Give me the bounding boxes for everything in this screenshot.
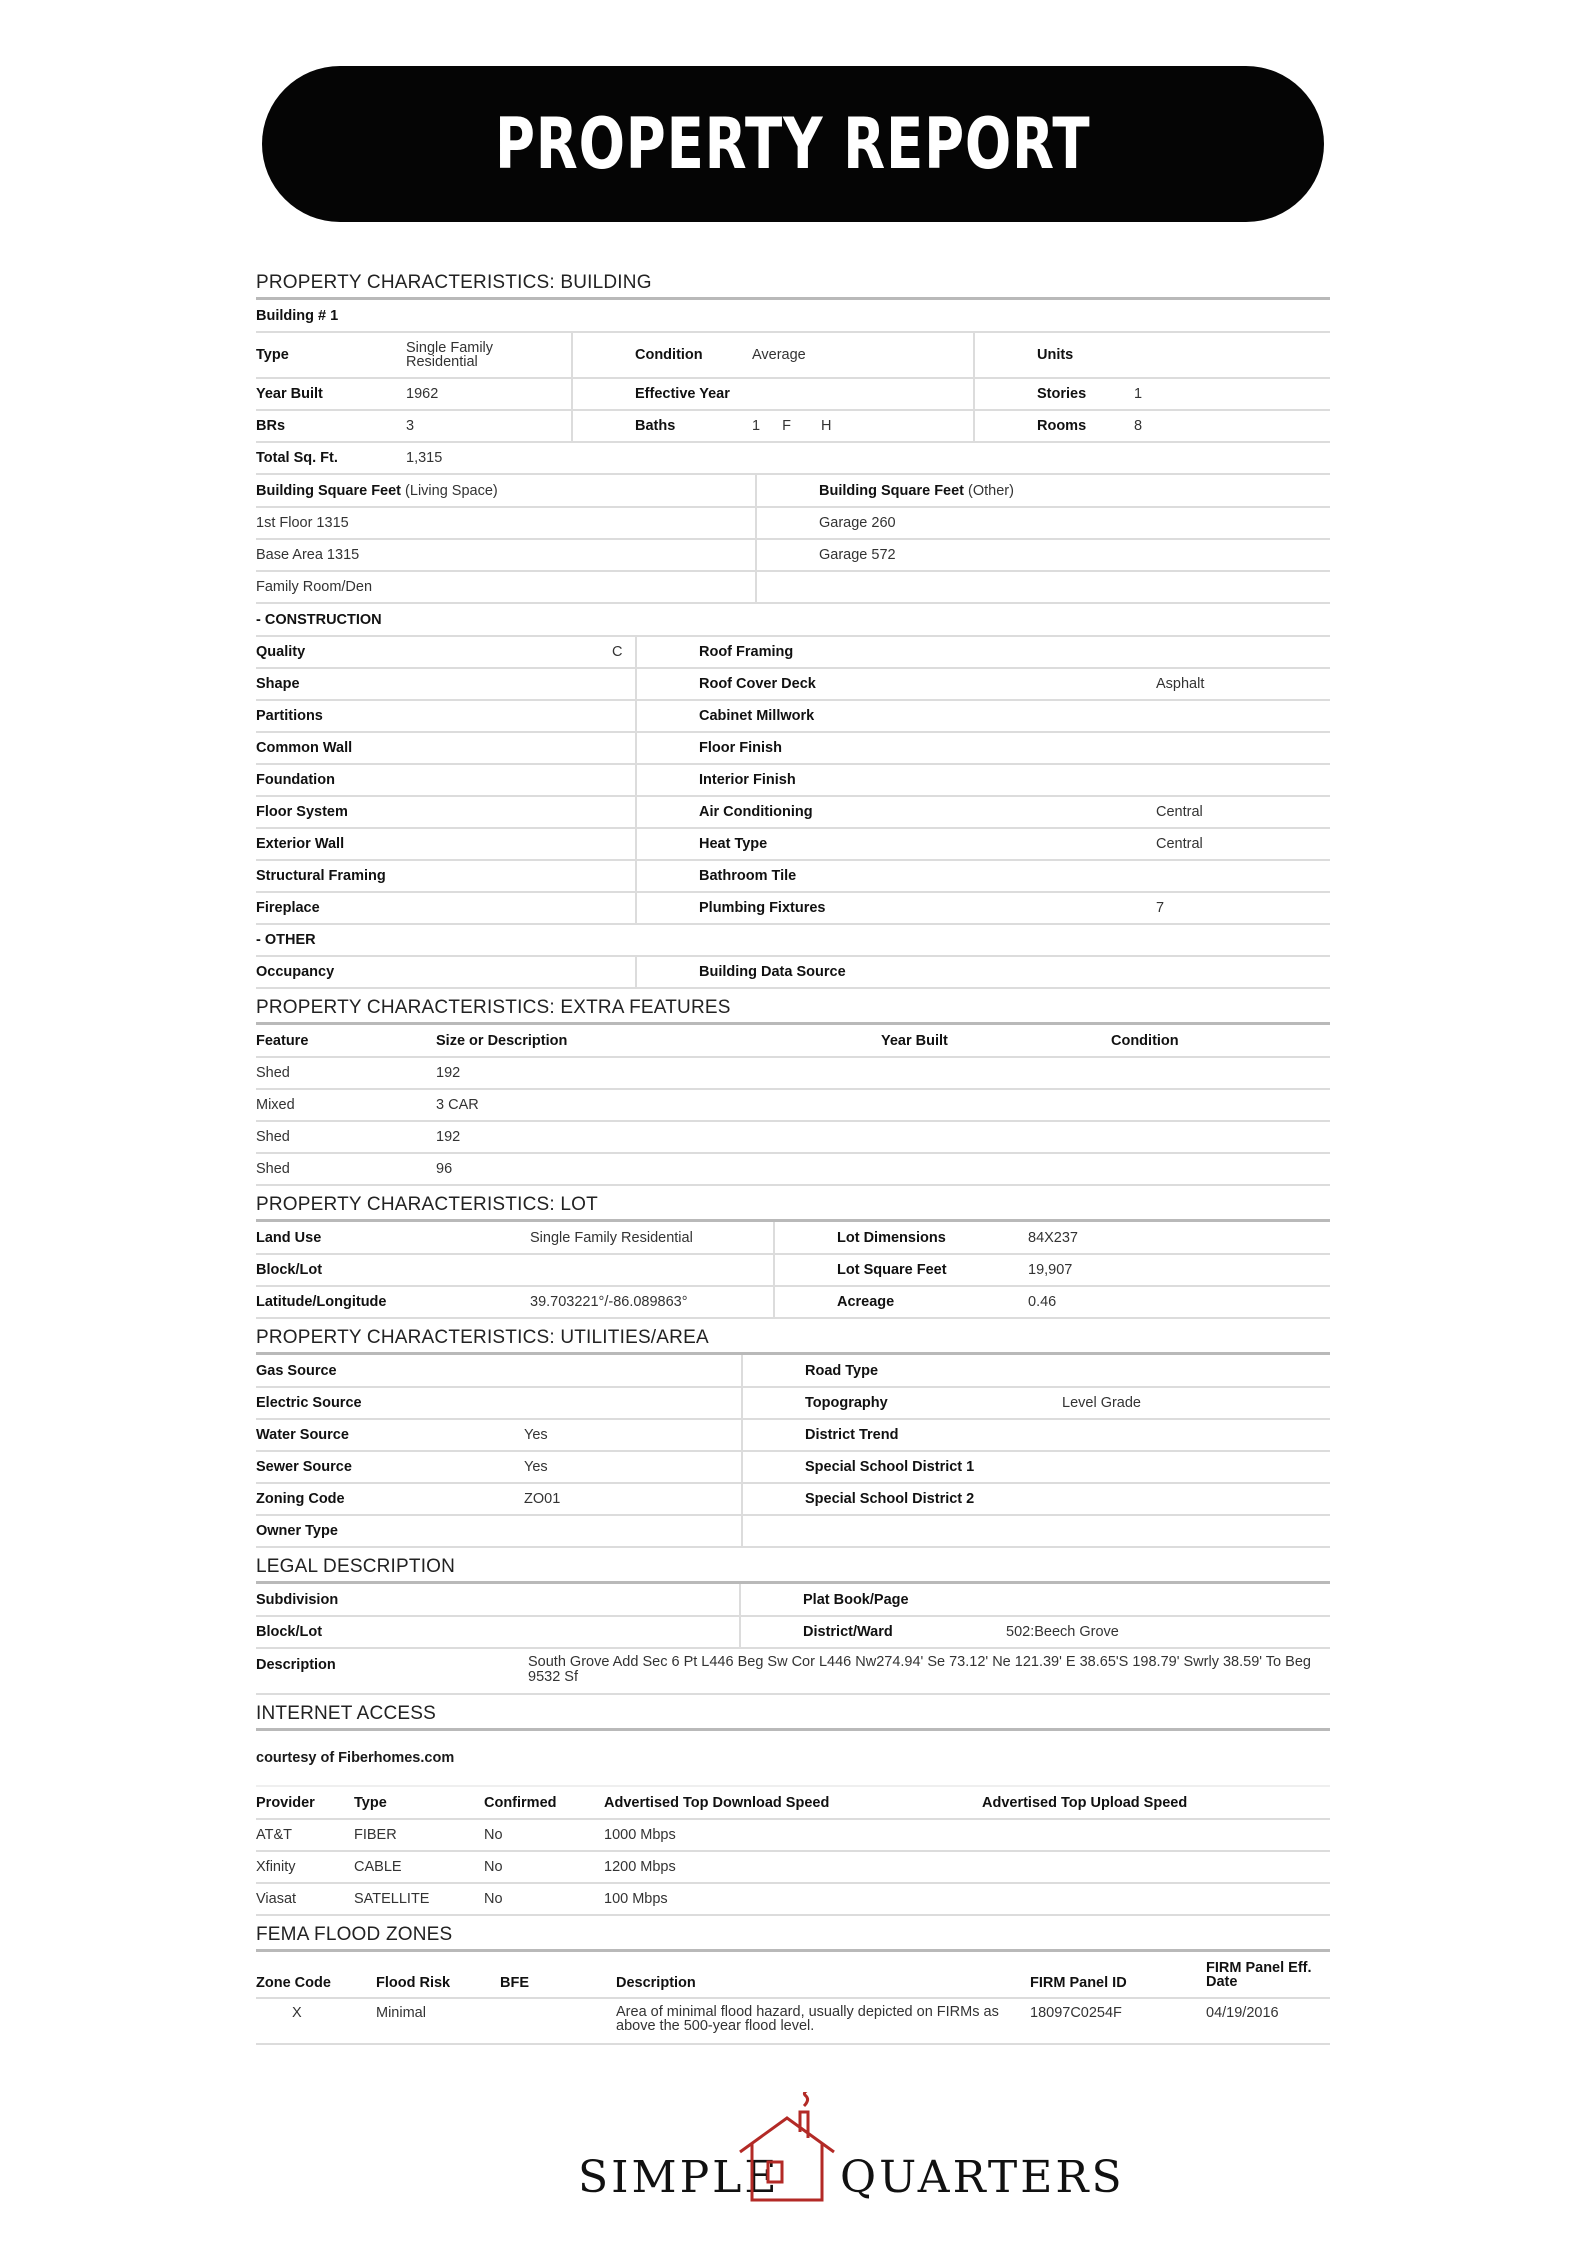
utilities-value xyxy=(524,1387,742,1419)
construction-value xyxy=(612,828,636,860)
stories-value: 1 xyxy=(1134,378,1330,410)
construction-value xyxy=(612,796,636,828)
construction-table xyxy=(256,604,1330,989)
occupancy-label: Occupancy xyxy=(256,956,612,988)
utilities-value: ZO01 xyxy=(524,1483,742,1515)
type-value: Single Family xyxy=(406,340,494,356)
fema-section-title: FEMA FLOOD ZONES xyxy=(256,1922,1330,1952)
year-built-value: 1962 xyxy=(406,378,572,410)
units-label: Units xyxy=(974,332,1134,378)
construction-label: Cabinet Millwork xyxy=(636,700,1076,732)
construction-value xyxy=(1076,764,1330,796)
construction-label: Common Wall xyxy=(256,732,612,764)
baths-value: 1 xyxy=(752,418,761,434)
effective-year-value xyxy=(752,378,974,410)
construction-value xyxy=(612,764,636,796)
construction-value xyxy=(1076,732,1330,764)
lot-label: Lot Square Feet xyxy=(774,1254,1028,1286)
utilities-label: Topography xyxy=(742,1387,1010,1419)
internet-cell: FIBER xyxy=(354,1819,484,1851)
logo-text-left: SIMPLE xyxy=(578,2152,780,2203)
subdivision-value xyxy=(528,1584,740,1616)
construction-label: Floor System xyxy=(256,796,612,828)
utilities-value xyxy=(1010,1451,1330,1483)
utilities-label: Road Type xyxy=(742,1355,1010,1387)
extra-col-header: Condition xyxy=(1111,1025,1330,1057)
utilities-row xyxy=(256,1483,1330,1515)
construction-title: - CONSTRUCTION xyxy=(256,604,1330,636)
other-item: Garage 572 xyxy=(756,539,1330,571)
extra-feature-cell: Shed xyxy=(256,1121,436,1153)
district-value: 502:Beech Grove xyxy=(1006,1616,1330,1648)
living-item: Base Area 1315 xyxy=(256,539,756,571)
construction-label: Interior Finish xyxy=(636,764,1076,796)
total-sqft-label: Total Sq. Ft. xyxy=(256,442,406,474)
lot-value: 19,907 xyxy=(1028,1254,1330,1286)
utilities-row xyxy=(256,1355,1330,1387)
plat-value xyxy=(1006,1584,1330,1616)
living-item: Family Room/Den xyxy=(256,571,756,603)
fema-panel-id: 18097C0254F xyxy=(1030,1998,1206,2044)
utilities-label: Special School District 2 xyxy=(742,1483,1010,1515)
internet-col-header: Advertised Top Download Speed xyxy=(604,1787,982,1819)
fema-flood-risk: Minimal xyxy=(376,1998,500,2044)
construction-value xyxy=(612,892,636,924)
utilities-value xyxy=(1010,1355,1330,1387)
internet-cell: 1200 Mbps xyxy=(604,1851,982,1883)
construction-value: Central xyxy=(1076,796,1330,828)
baths-half-marker: H xyxy=(821,418,832,434)
legal-blocklot-label: Block/Lot xyxy=(256,1616,528,1648)
description-value: South Grove Add Sec 6 Pt L446 Beg Sw Cor L446 Nw274.94' Se 73.12' Ne 121.39' E 38.65'S 198.79' Swrly 38.59' To Beg 9532 Sf xyxy=(528,1648,1330,1694)
internet-cell xyxy=(982,1851,1330,1883)
lot-value: 0.46 xyxy=(1028,1286,1330,1318)
plat-label: Plat Book/Page xyxy=(740,1584,1006,1616)
lot-table xyxy=(256,1222,1330,1319)
type-label: Type xyxy=(256,332,406,378)
construction-row xyxy=(256,860,1330,892)
internet-table xyxy=(256,1787,1330,1916)
internet-section-title: INTERNET ACCESS xyxy=(256,1701,1330,1731)
other-item: Garage 260 xyxy=(756,507,1330,539)
construction-value xyxy=(1076,700,1330,732)
lot-label: Block/Lot xyxy=(256,1254,530,1286)
living-space-sub: (Living Space) xyxy=(405,482,498,499)
extra-feature-cell: Shed xyxy=(256,1153,436,1185)
utilities-row xyxy=(256,1387,1330,1419)
utilities-label: Electric Source xyxy=(256,1387,524,1419)
fema-col-header: Flood Risk xyxy=(376,1952,500,1998)
occupancy-value xyxy=(612,956,636,988)
internet-col-header: Confirmed xyxy=(484,1787,604,1819)
fema-table xyxy=(256,1952,1330,2045)
construction-label: Plumbing Fixtures xyxy=(636,892,1076,924)
construction-value: 7 xyxy=(1076,892,1330,924)
construction-label: Bathroom Tile xyxy=(636,860,1076,892)
lot-value xyxy=(530,1254,774,1286)
table-row xyxy=(256,1121,1330,1153)
fema-col-header: Description xyxy=(616,1952,1030,1998)
utilities-value: Yes xyxy=(524,1419,742,1451)
utilities-row xyxy=(256,1515,1330,1547)
extra-feature-cell xyxy=(1111,1089,1330,1121)
construction-label: Fireplace xyxy=(256,892,612,924)
total-sqft-value: 1,315 xyxy=(406,442,1330,474)
construction-value xyxy=(612,860,636,892)
stories-label: Stories xyxy=(974,378,1134,410)
legal-table xyxy=(256,1584,1330,1695)
internet-cell: Xfinity xyxy=(256,1851,354,1883)
lot-label: Acreage xyxy=(774,1286,1028,1318)
construction-label: Structural Framing xyxy=(256,860,612,892)
extra-feature-cell: Shed xyxy=(256,1057,436,1089)
table-row xyxy=(256,1089,1330,1121)
other-title: - OTHER xyxy=(256,924,1330,956)
extra-col-header: Year Built xyxy=(881,1025,1111,1057)
living-space-label: Building Square Feet xyxy=(256,482,402,499)
construction-row xyxy=(256,892,1330,924)
utilities-value xyxy=(1010,1515,1330,1547)
logo-text-right: QUARTERS xyxy=(840,2152,1125,2203)
utilities-section-title: PROPERTY CHARACTERISTICS: UTILITIES/AREA xyxy=(256,1325,1330,1355)
utilities-label: Special School District 1 xyxy=(742,1451,1010,1483)
construction-label: Heat Type xyxy=(636,828,1076,860)
table-row xyxy=(256,1883,1330,1915)
lot-value: 84X237 xyxy=(1028,1222,1330,1254)
internet-cell: CABLE xyxy=(354,1851,484,1883)
extra-feature-cell: 3 CAR xyxy=(436,1089,881,1121)
construction-value xyxy=(612,668,636,700)
utilities-value xyxy=(524,1355,742,1387)
extra-feature-cell: 192 xyxy=(436,1057,881,1089)
condition-value: Average xyxy=(752,332,974,378)
living-item: 1st Floor 1315 xyxy=(256,507,756,539)
fema-col-header: FIRM Panel Eff. xyxy=(1206,1959,1312,1976)
extra-col-header: Size or Description xyxy=(436,1025,881,1057)
utilities-value: Level Grade xyxy=(1010,1387,1330,1419)
utilities-value: Yes xyxy=(524,1451,742,1483)
fema-zone-code: X xyxy=(256,1998,376,2044)
extra-feature-cell xyxy=(881,1121,1111,1153)
construction-value xyxy=(1076,636,1330,668)
extra-features-table xyxy=(256,1025,1330,1186)
building-table xyxy=(256,300,1330,475)
utilities-label: Water Source xyxy=(256,1419,524,1451)
utilities-value xyxy=(1010,1419,1330,1451)
rooms-label: Rooms xyxy=(974,410,1134,442)
construction-label: Air Conditioning xyxy=(636,796,1076,828)
description-label: Description xyxy=(256,1648,528,1694)
condition-label: Condition xyxy=(572,332,752,378)
utilities-label: Sewer Source xyxy=(256,1451,524,1483)
extra-feature-cell xyxy=(1111,1057,1330,1089)
internet-cell: 100 Mbps xyxy=(604,1883,982,1915)
utilities-label: Zoning Code xyxy=(256,1483,524,1515)
other-space-sub: (Other) xyxy=(968,482,1014,499)
internet-col-header: Type xyxy=(354,1787,484,1819)
table-row xyxy=(256,1153,1330,1185)
construction-value: C xyxy=(612,636,636,668)
construction-label: Quality xyxy=(256,636,612,668)
utilities-row xyxy=(256,1451,1330,1483)
effective-year-label: Effective Year xyxy=(572,378,752,410)
year-built-label: Year Built xyxy=(256,378,406,410)
data-source-value xyxy=(1076,956,1330,988)
construction-label: Shape xyxy=(256,668,612,700)
district-label: District/Ward xyxy=(740,1616,1006,1648)
brs-label: BRs xyxy=(256,410,406,442)
lot-label: Land Use xyxy=(256,1222,530,1254)
internet-cell: No xyxy=(484,1851,604,1883)
construction-row xyxy=(256,828,1330,860)
fema-panel-date: 04/19/2016 xyxy=(1206,1998,1330,2044)
internet-cell xyxy=(982,1819,1330,1851)
report-body xyxy=(256,264,1330,2045)
lot-label: Lot Dimensions xyxy=(774,1222,1028,1254)
utilities-label: District Trend xyxy=(742,1419,1010,1451)
legal-blocklot-value xyxy=(528,1616,740,1648)
lot-section-title: PROPERTY CHARACTERISTICS: LOT xyxy=(256,1192,1330,1222)
subdivision-label: Subdivision xyxy=(256,1584,528,1616)
utilities-table xyxy=(256,1355,1330,1548)
other-space-label: Building Square Feet xyxy=(819,482,965,499)
other-item xyxy=(756,571,1330,603)
baths-full-marker: F xyxy=(782,418,791,434)
extra-feature-cell xyxy=(1111,1153,1330,1185)
legal-section-title: LEGAL DESCRIPTION xyxy=(256,1554,1330,1584)
brs-value: 3 xyxy=(406,410,572,442)
internet-cell: SATELLITE xyxy=(354,1883,484,1915)
internet-col-header: Advertised Top Upload Speed xyxy=(982,1787,1330,1819)
lot-value: 39.703221°/-86.089863° xyxy=(530,1286,774,1318)
extra-feature-cell: 96 xyxy=(436,1153,881,1185)
utilities-value xyxy=(524,1515,742,1547)
utilities-label: Gas Source xyxy=(256,1355,524,1387)
utilities-value xyxy=(1010,1483,1330,1515)
construction-label: Floor Finish xyxy=(636,732,1076,764)
extra-features-section-title: PROPERTY CHARACTERISTICS: EXTRA FEATURES xyxy=(256,995,1330,1025)
internet-cell: 1000 Mbps xyxy=(604,1819,982,1851)
internet-cell: Viasat xyxy=(256,1883,354,1915)
construction-row xyxy=(256,732,1330,764)
fema-col-header: Zone Code xyxy=(256,1952,376,1998)
simple-quarters-logo xyxy=(578,2092,1125,2203)
fema-col-header: Date xyxy=(1206,1973,1238,1990)
lot-row xyxy=(256,1222,1330,1254)
construction-row xyxy=(256,764,1330,796)
lot-value: Single Family Residential xyxy=(530,1222,774,1254)
construction-value: Central xyxy=(1076,828,1330,860)
internet-col-header: Provider xyxy=(256,1787,354,1819)
extra-feature-cell: Mixed xyxy=(256,1089,436,1121)
extra-feature-cell: 192 xyxy=(436,1121,881,1153)
type-value-2: Residential xyxy=(406,354,478,370)
rooms-value: 8 xyxy=(1134,410,1330,442)
building-number: Building # 1 xyxy=(256,300,1330,332)
construction-label: Partitions xyxy=(256,700,612,732)
construction-label: Roof Framing xyxy=(636,636,1076,668)
construction-value xyxy=(612,700,636,732)
internet-cell: No xyxy=(484,1819,604,1851)
construction-value xyxy=(1076,860,1330,892)
building-section-title: PROPERTY CHARACTERISTICS: BUILDING xyxy=(256,270,1330,300)
extra-feature-cell xyxy=(881,1057,1111,1089)
lot-row xyxy=(256,1254,1330,1286)
house-icon xyxy=(736,2092,838,2202)
construction-row xyxy=(256,668,1330,700)
construction-row xyxy=(256,796,1330,828)
internet-cell: No xyxy=(484,1883,604,1915)
units-value xyxy=(1134,332,1330,378)
table-row xyxy=(256,1057,1330,1089)
report-title: PROPERTY REPORT xyxy=(495,103,1091,185)
table-row xyxy=(256,1851,1330,1883)
utilities-row xyxy=(256,1419,1330,1451)
lot-row xyxy=(256,1286,1330,1318)
fema-col-header: BFE xyxy=(500,1952,616,1998)
extra-feature-cell xyxy=(1111,1121,1330,1153)
fema-description: Area of minimal flood hazard, usually depicted on FIRMs as xyxy=(616,2004,999,2020)
extra-feature-cell xyxy=(881,1153,1111,1185)
construction-label: Exterior Wall xyxy=(256,828,612,860)
utilities-label: Owner Type xyxy=(256,1515,524,1547)
internet-courtesy: courtesy of Fiberhomes.com xyxy=(256,1731,1330,1787)
fema-col-header: FIRM Panel ID xyxy=(1030,1952,1206,1998)
construction-label: Roof Cover Deck xyxy=(636,668,1076,700)
extra-col-header: Feature xyxy=(256,1025,436,1057)
utilities-label xyxy=(742,1515,1010,1547)
lot-label: Latitude/Longitude xyxy=(256,1286,530,1318)
internet-cell: AT&T xyxy=(256,1819,354,1851)
fema-bfe xyxy=(500,1998,616,2044)
construction-row xyxy=(256,636,1330,668)
fema-description-2: above the 500-year flood level. xyxy=(616,2018,815,2034)
square-feet-table xyxy=(256,475,1330,604)
construction-row xyxy=(256,700,1330,732)
table-row xyxy=(256,1819,1330,1851)
construction-label: Foundation xyxy=(256,764,612,796)
report-banner xyxy=(262,66,1324,222)
construction-value: Asphalt xyxy=(1076,668,1330,700)
internet-cell xyxy=(982,1883,1330,1915)
extra-feature-cell xyxy=(881,1089,1111,1121)
data-source-label: Building Data Source xyxy=(636,956,1076,988)
baths-label: Baths xyxy=(572,410,752,442)
construction-value xyxy=(612,732,636,764)
